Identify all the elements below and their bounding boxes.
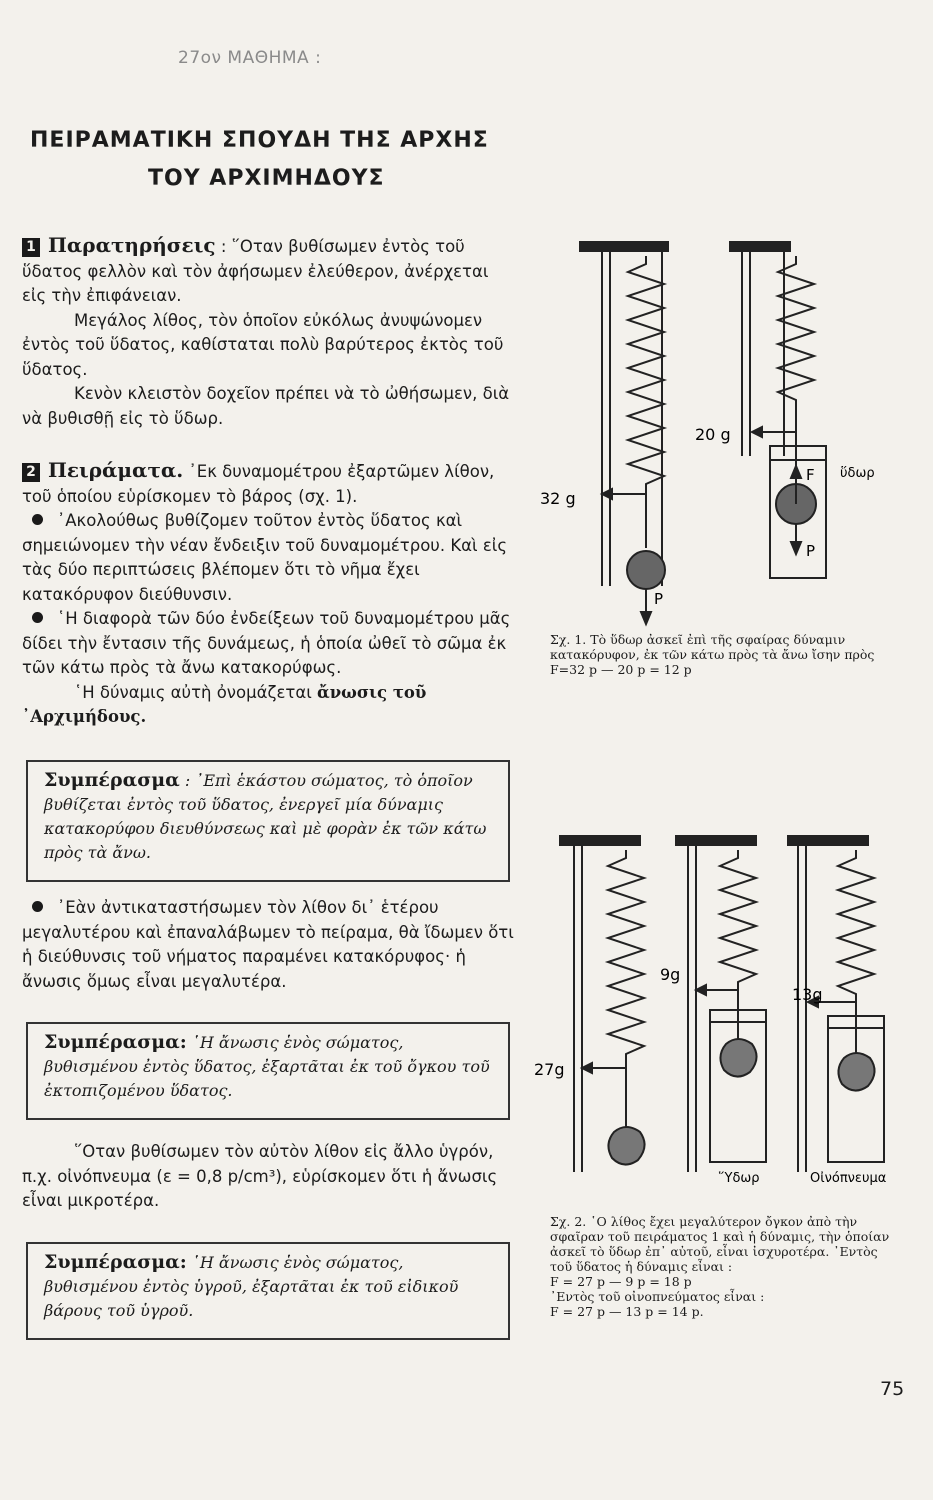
conclusion-text-2: ῾Η ἄνωσις ἑνὸς σώματος, βυθισμένου ἐντὸς ὕδατος, ἐξαρτᾶται ἐκ τοῦ ὄγκου τοῦ ἐκτοπιζομένου ὕδατος.	[44, 1033, 490, 1100]
section-number-1: 1	[22, 238, 40, 257]
bigger-stone-para	[22, 896, 514, 994]
conclusion-text-3: ῾Η ἄνωσις ἑνὸς σώματος, βυθισμένου ἐντὸς ὑγροῦ, ἐξαρτᾶται ἐκ τοῦ εἰδικοῦ βάρους τοῦ ὑγροῦ.	[44, 1253, 459, 1320]
figure-2-caption	[550, 1214, 900, 1319]
conclusion-box-3	[26, 1242, 510, 1340]
spring-4	[720, 850, 756, 990]
observations-p1: : ῞Οταν βυθίσωμεν ἐντὸς τοῦ ὕδατος φελλὸν καὶ τὸν ἀφήσωμεν ἐλεύθερον, ἀνέρχεται εἰς τὴν ἐπιφάνειαν.	[22, 237, 489, 305]
figure-2-caption-3: ᾿Εντὸς τοῦ οἰνοπνεύματος εἶναι :	[550, 1289, 765, 1304]
conclusion-label-1: Συμπέρασμα	[44, 769, 180, 791]
figure-1	[530, 236, 920, 636]
figure-2	[530, 832, 920, 1192]
stone-2	[720, 1039, 756, 1077]
spring-5	[838, 850, 874, 1002]
stone-1	[608, 1127, 644, 1165]
weight-arrow-1	[641, 612, 651, 624]
label-32g: 32 g	[540, 489, 576, 508]
lesson-label: 27ον ΜΑΘΗΜΑ :	[178, 48, 322, 68]
label-27g: 27g	[534, 1060, 565, 1079]
title-line-2: ΤΟΥ ΑΡΧΙΜΗΔΟΥΣ	[148, 166, 385, 191]
dynamometer-1-top	[580, 242, 668, 251]
weight-arrow-2	[791, 542, 801, 554]
spring-3	[608, 850, 644, 1068]
figure-1-caption: Σχ. 1. Τὸ ὕδωρ ἀσκεῖ ἐπὶ τῆς σφαίρας δύναμιν κατακόρυφον, ἐκ τῶν κάτω πρὸς τὰ ἄνω ἴσην πρὸς F=32 p — 20 p = 12 p	[550, 632, 875, 677]
figure-2-caption-2: F = 27 p — 9 p = 18 p	[550, 1274, 692, 1289]
observations-p2: Μεγάλος λίθος, τὸν ὁποῖον εὐκόλως ἀνυψώνομεν ἐντὸς τοῦ ὕδατος, καθίσταται πολὺ βαρύτερος ἐκτὸς τοῦ ὕδατος.	[22, 310, 504, 379]
stone-3	[838, 1053, 874, 1091]
label-water-1: ὕδωρ	[840, 466, 875, 481]
page-title	[30, 122, 510, 198]
bullet-icon	[32, 612, 43, 623]
spring-1	[628, 256, 664, 494]
observations-heading: Παρατηρήσεις	[48, 233, 216, 257]
conclusion-box-1	[26, 760, 510, 882]
section-experiments	[22, 458, 514, 730]
dynamometer-4-top	[676, 836, 756, 845]
figure-2-caption-1: Σχ. 2. ῾Ο λίθος ἔχει μεγαλύτερον ὄγκον ἀπὸ τὴν σφαῖραν τοῦ πειράματος 1 καὶ ἡ δύναμις, τὴν ὁποίαν ἀσκεῖ τὸ ὕδωρ ἐπ᾿ αὐτοῦ, εἶναι ἰσχυροτέρα. ᾿Εντὸς τοῦ ὕδατος ἡ δύναμις εἶναι :	[550, 1214, 890, 1274]
conclusion-text-1: : ᾿Επὶ ἑκάστου σώματος, τὸ ὁποῖον βυθίζεται ἐντὸς τοῦ ὕδατος, ἐνεργεῖ μία δύναμις κατακορύφου διευθύνσεως καὶ μὲ φορὰν ἐκ τῶν κάτω πρὸς τὰ ἄνω.	[44, 771, 487, 862]
label-alcohol: Οἰνόπνευμα	[810, 1171, 887, 1186]
label-20g: 20 g	[695, 425, 731, 444]
archimedes-term: ἄνωσις τοῦ ᾿Αρχιμήδους.	[22, 682, 427, 726]
section-observations	[22, 233, 514, 431]
observations-p3: Κενὸν κλειστὸν δοχεῖον πρέπει νὰ τὸ ὠθήσωμεν, διὰ νὰ βυθισθῇ εἰς τὸ ὕδωρ.	[22, 384, 510, 428]
experiments-heading: Πειράματα.	[48, 458, 184, 482]
sphere-1	[627, 551, 665, 589]
label-p1: P	[654, 590, 664, 608]
label-f: F	[806, 466, 815, 484]
experiments-p2: ῾Η δύναμις αὐτὴ ὀνομάζεται	[74, 682, 312, 702]
label-13g: 13g	[792, 985, 823, 1004]
experiments-b2: ῾Η διαφορὰ τῶν δύο ἐνδείξεων τοῦ δυναμομέτρου μᾶς δίδει τὴν ἔντασιν τῆς δυνάμεως, ἡ ὁποία ὠθεῖ τὸ σῶμα ἐκ τῶν κάτω πρὸς τὰ ἄνω κατακορύφως.	[22, 609, 511, 677]
bullet-icon	[32, 514, 43, 525]
buoyancy-arrow	[791, 466, 801, 478]
label-p2: P	[806, 542, 816, 560]
conclusion-box-2	[26, 1022, 510, 1120]
dynamometer-3-top	[560, 836, 640, 845]
alcohol-text: ῞Οταν βυθίσωμεν τὸν αὐτὸν λίθον εἰς ἄλλο ὑγρόν, π.χ. οἰνόπνευμα (ε = 0,8 p/cm³), εὑρίσκομεν ὅτι ἡ ἄνωσις εἶναι μικροτέρα.	[22, 1142, 498, 1210]
section-number-2: 2	[22, 463, 40, 482]
label-water-2: ῞Υδωρ	[718, 1171, 760, 1186]
bigger-stone-text: ᾿Εὰν ἀντικαταστήσωμεν τὸν λίθον δι᾿ ἑτέρου μεγαλυτέρου καὶ ἐπαναλάβωμεν τὸ πείραμα, θὰ ἴδωμεν ὅτι ἡ διεύθυνσις τοῦ νήματος παραμένει κατακόρυφος· ἡ ἄνωσις ὅμως εἶναι μεγαλυτέρα.	[22, 898, 514, 991]
label-9g: 9g	[660, 965, 681, 984]
dynamometer-5-top	[788, 836, 868, 845]
conclusion-label-3: Συμπέρασμα:	[44, 1251, 187, 1273]
conclusion-label-2: Συμπέρασμα:	[44, 1031, 187, 1053]
experiments-p1: ᾿Εκ δυναμομέτρου ἐξαρτῶμεν λίθον, τοῦ ὁποίου εὑρίσκομεν τὸ βάρος (σχ. 1).	[22, 462, 495, 506]
alcohol-para	[22, 1140, 514, 1214]
dynamometer-2-top	[730, 242, 790, 251]
title-line-1: ΠΕΙΡΑΜΑΤΙΚΗ ΣΠΟΥΔΗ ΤΗΣ ΑΡΧΗΣ	[30, 128, 489, 153]
experiments-b1: ᾿Ακολούθως βυθίζομεν τοῦτον ἐντὸς ὕδατος καὶ σημειώνομεν τὴν νέαν ἔνδειξιν τοῦ δυναμομέτρου. Καὶ εἰς τὰς δύο περιπτώσεις βλέπομεν ὅτι τὸ νῆμα ἔχει κατακόρυφον διεύθυνσιν.	[22, 511, 508, 604]
bullet-icon	[32, 901, 43, 912]
page-number: 75	[880, 1378, 905, 1400]
figure-2-caption-4: F = 27 p — 13 p = 14 p.	[550, 1304, 704, 1319]
